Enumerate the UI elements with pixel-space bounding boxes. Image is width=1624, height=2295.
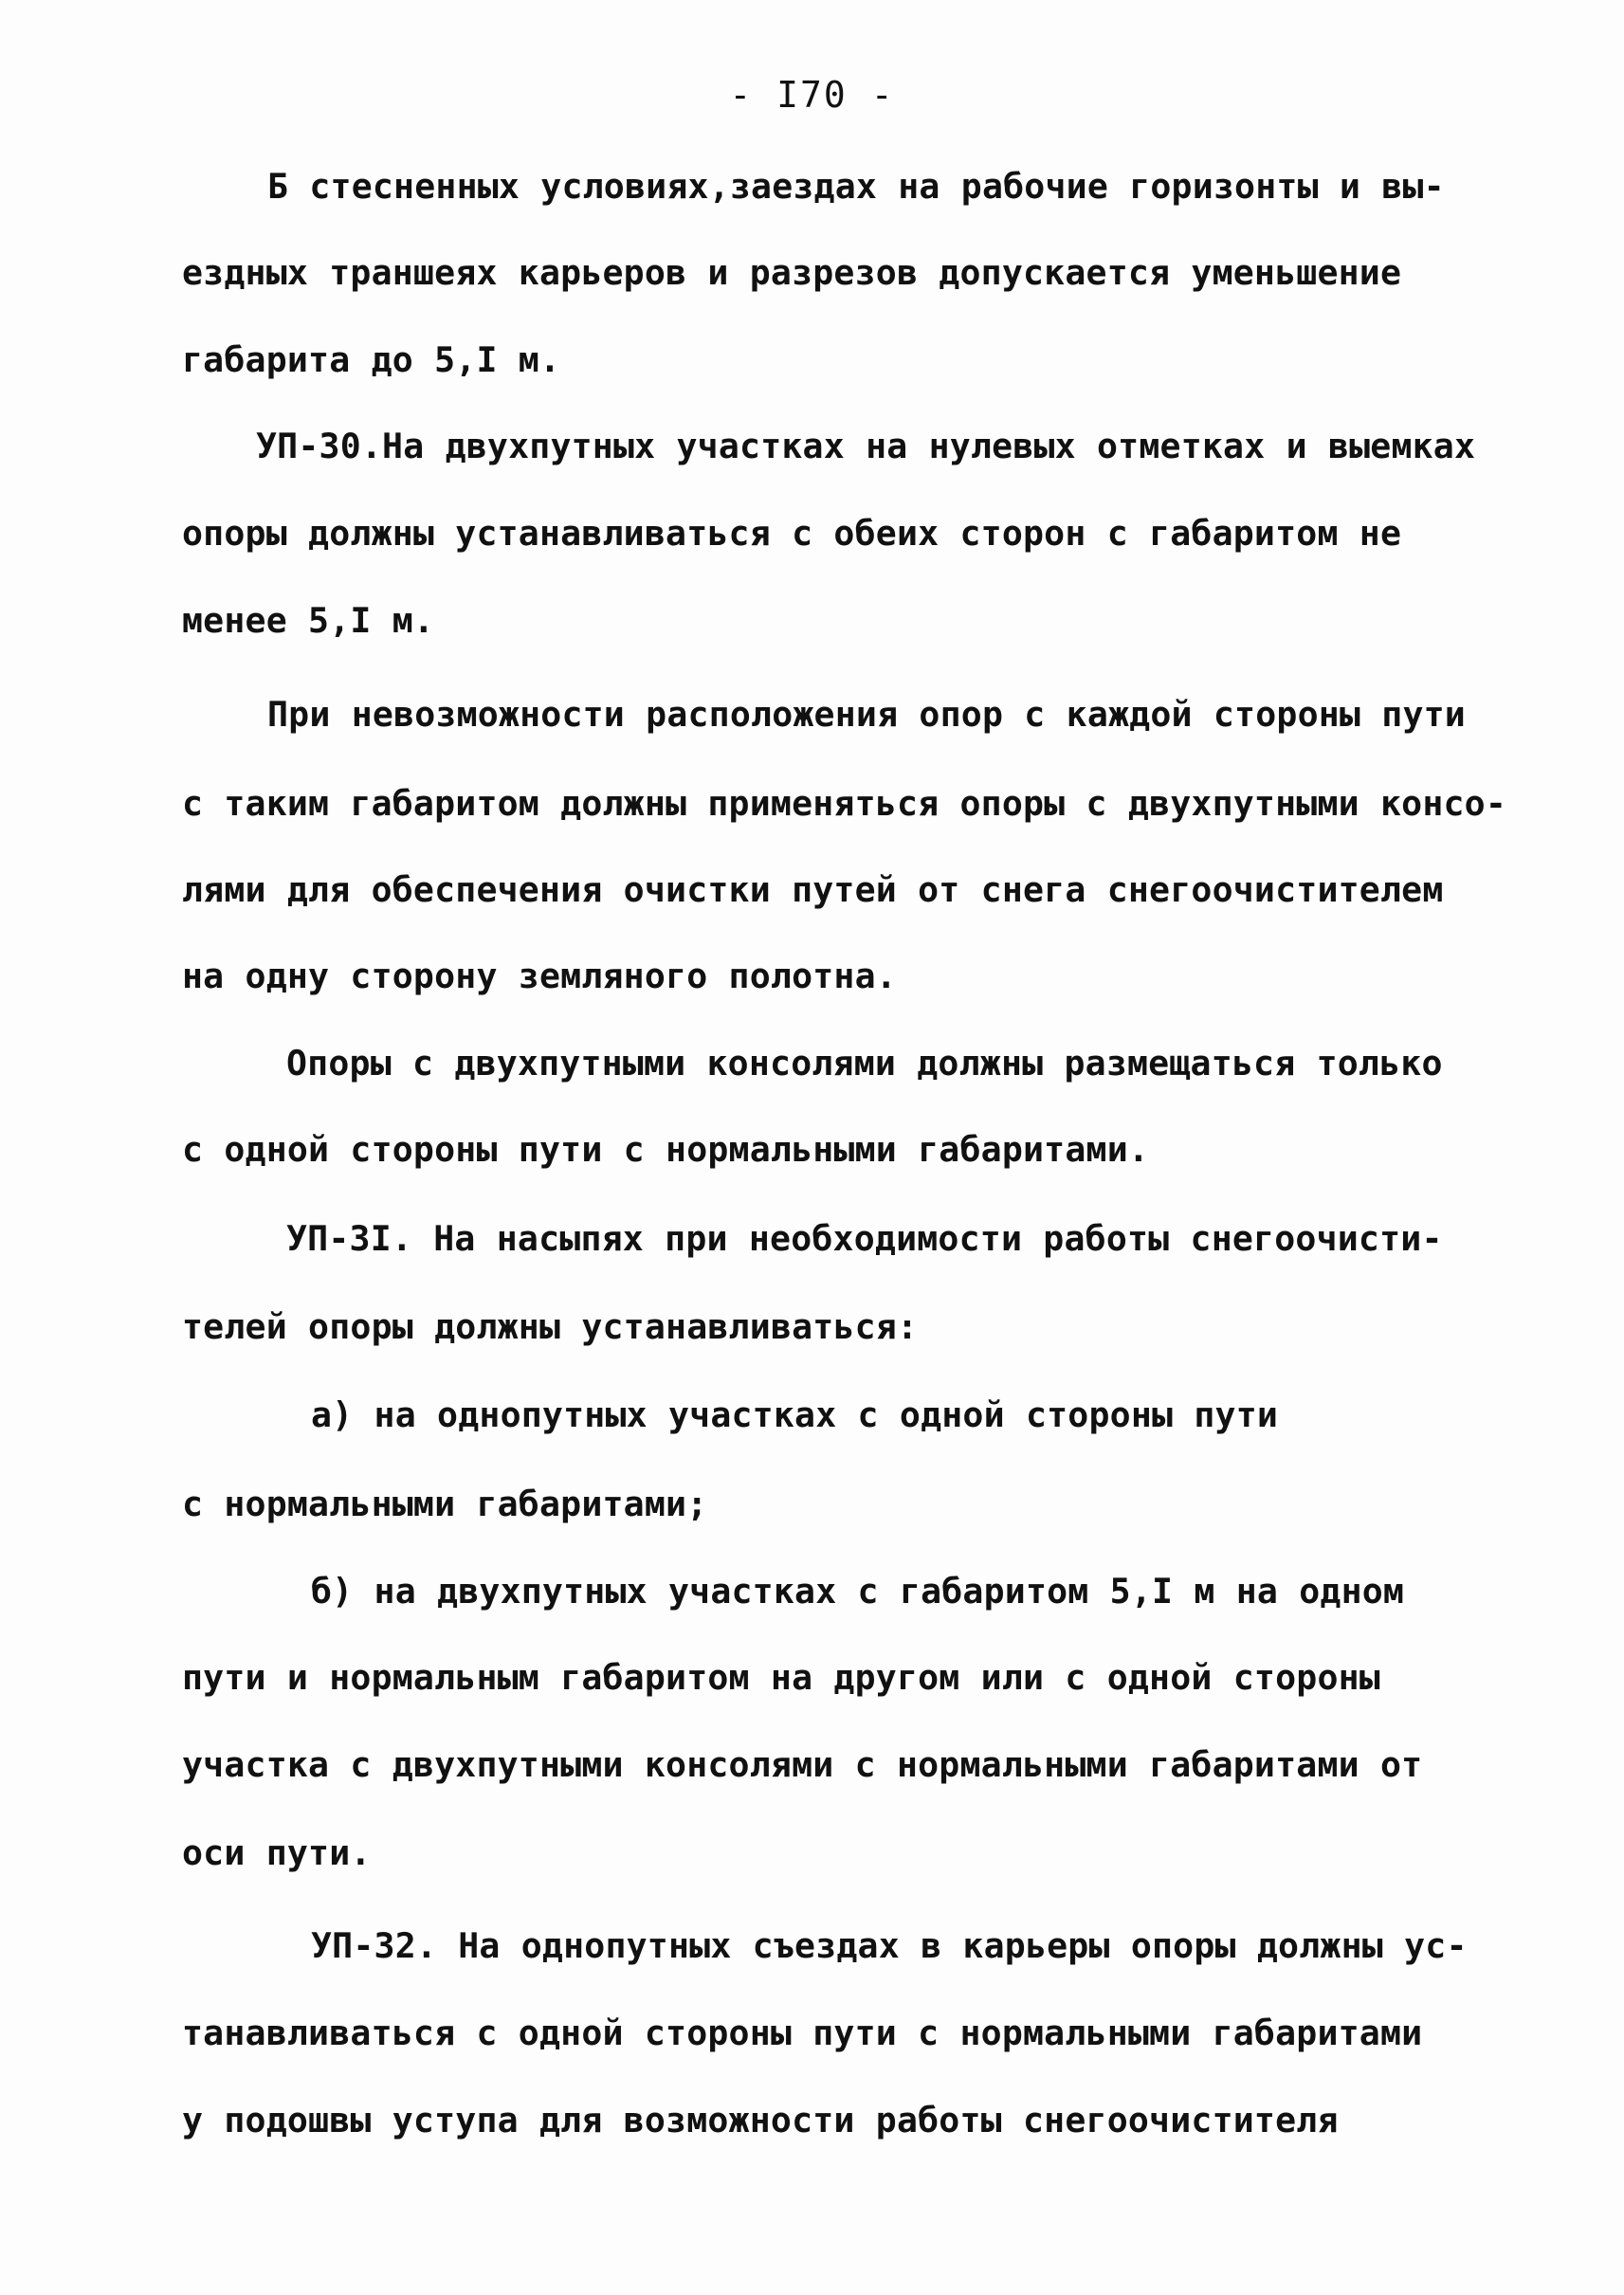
text-line: При невозможности расположения опор с каждой стороны пути: [267, 694, 1466, 735]
text-line: б) на двухпутных участках с габаритом 5,I м на одном: [311, 1571, 1405, 1612]
text-line: УП-30.На двухпутных участках на нулевых отметках и выемках: [256, 426, 1476, 466]
text-line: танавливаться с одной стороны пути с нормальными габаритами: [182, 2013, 1423, 2053]
text-line: пути и нормальным габаритом на другом или с одной стороны: [182, 1657, 1380, 1698]
text-line: телей опоры должны устанавливаться:: [182, 1306, 919, 1347]
text-line: у подошвы уступа для возможности работы снегоочистителя: [182, 2100, 1339, 2140]
text-line: оси пути.: [182, 1832, 372, 1873]
text-line: с одной стороны пути с нормальными габаритами.: [182, 1129, 1150, 1170]
text-line: менее 5,I м.: [182, 600, 435, 641]
text-line: участка с двухпутными консолями с нормальными габаритами от: [182, 1744, 1423, 1785]
text-line: а) на однопутных участках с одной стороны пути: [311, 1394, 1279, 1435]
text-line: опоры должны устанавливаться с обеих сторон с габаритом не: [182, 513, 1402, 554]
text-line: с таким габаритом должны применяться опоры с двухпутными консо-: [182, 783, 1507, 824]
text-line: Опоры с двухпутными консолями должны размещаться только: [286, 1043, 1443, 1084]
text-line: лями для обеспечения очистки путей от снега снегоочистителем: [182, 869, 1444, 910]
text-line: ездных траншеях карьеров и разрезов допускается уменьшение: [182, 252, 1402, 293]
text-line: Б стесненных условиях,заездах на рабочие горизонты и вы-: [267, 166, 1445, 207]
text-line: УП-32. На однопутных съездах в карьеры опоры должны ус-: [311, 1925, 1468, 1966]
text-line: на одну сторону земляного полотна.: [182, 956, 897, 996]
page-number: - I70 -: [729, 74, 895, 116]
text-line: УП-3I. На насыпях при необходимости работы снегоочисти-: [286, 1218, 1443, 1259]
text-line: с нормальными габаритами;: [182, 1484, 708, 1524]
text-line: габарита до 5,I м.: [182, 339, 561, 380]
